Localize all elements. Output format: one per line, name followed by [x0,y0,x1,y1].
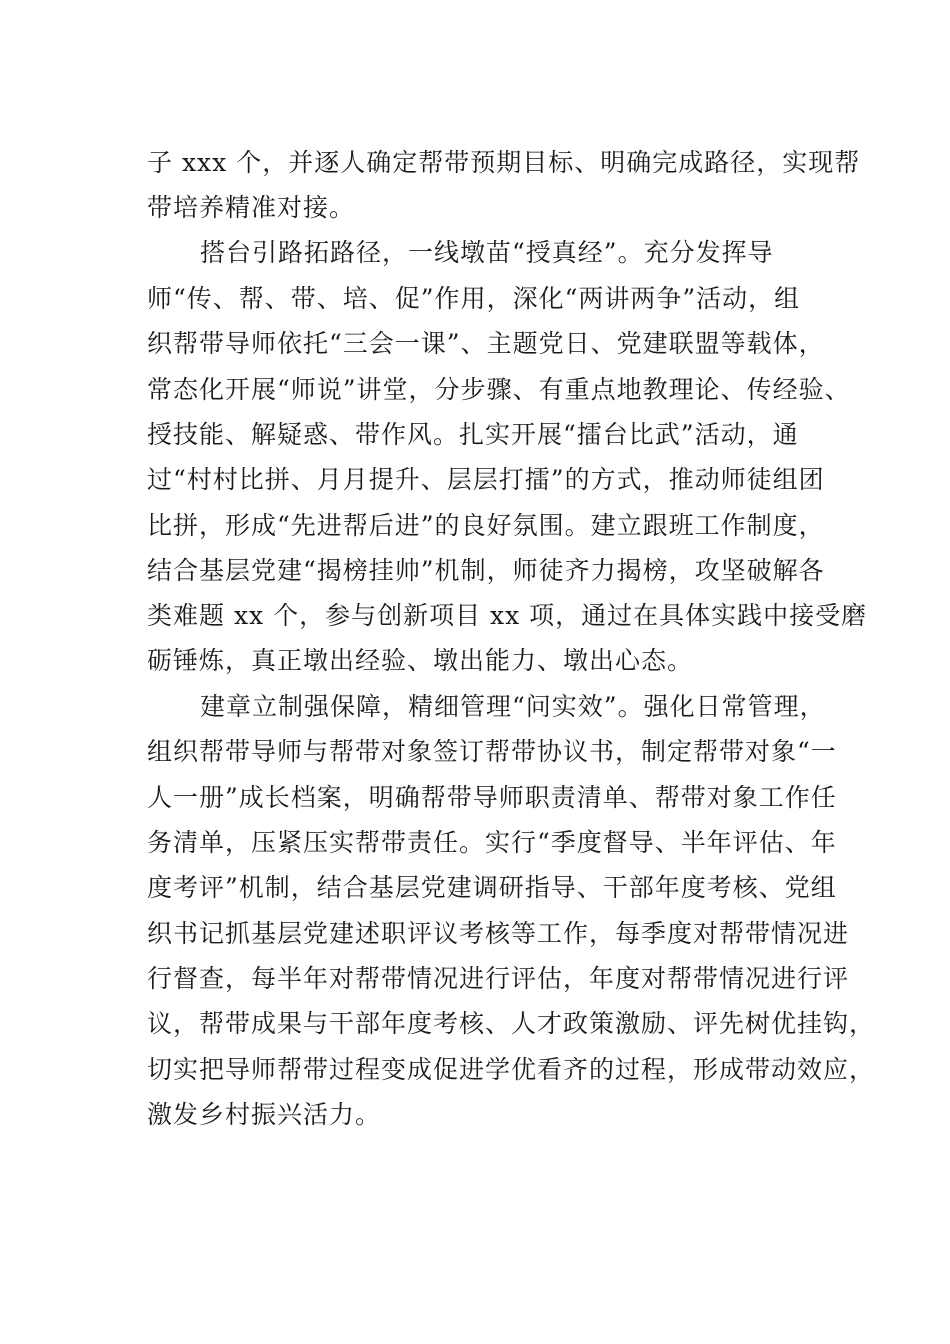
text-line: 砺锤炼，真正墩出经验、墩出能力、墩出心态。 [147,646,694,675]
text-line: 子 xxx 个，并逐人确定帮带预期目标、明确完成路径，实现帮 [147,148,861,177]
text-line: 织书记抓基层党建述职评议考核等工作，每季度对帮带情况进 [147,919,850,948]
text-line: 行督查，每半年对帮带情况进行评估，年度对帮带情况进行评 [147,964,850,993]
text-line: 组织帮带导师与帮带对象签订帮带协议书，制定帮带对象“一 [147,737,837,766]
text-line: 结合基层党建“揭榜挂帅”机制，师徒齐力揭榜，攻坚破解各 [147,556,825,585]
text-line: 比拼，形成“先进帮后进”的良好氛围。建立跟班工作制度， [147,511,825,540]
text-line: 授技能、解疑惑、带作风。扎实开展“擂台比武”活动，通 [147,420,799,449]
paragraph-start-line: 建章立制强保障，精细管理“问实效”。强化日常管理， [200,692,826,721]
text-line: 人一册”成长档案，明确帮带导师职责清单、帮带对象工作任 [147,783,837,812]
text-line: 师“传、帮、带、培、促”作用，深化“两讲两争”活动，组 [147,284,801,313]
text-line: 带培养精准对接。 [147,193,356,222]
text-line: 类难题 xx 个，参与创新项目 xx 项，通过在具体实践中接受磨 [147,601,868,630]
text-line: 织帮带导师依托“三会一课”、主题党日、党建联盟等载体， [147,329,825,358]
paragraph-start-line: 搭台引路拓路径，一线墩苗“授真经”。充分发挥导 [200,238,774,267]
text-line: 过“村村比拼、月月提升、层层打擂”的方式，推动师徒组团 [147,465,825,494]
text-line: 常态化开展“师说”讲堂，分步骤、有重点地教理论、传经验、 [147,375,851,404]
text-line: 务清单，压紧压实帮带责任。实行“季度督导、半年评估、年 [147,828,837,857]
text-line: 度考评”机制，结合基层党建调研指导、干部年度考核、党组 [147,873,837,902]
text-line: 切实把导师帮带过程变成促进学优看齐的过程，形成带动效应， [147,1055,876,1084]
text-line: 议，帮带成果与干部年度考核、人才政策激励、评先树优挂钩， [147,1009,876,1038]
text-line: 激发乡村振兴活力。 [147,1100,382,1129]
